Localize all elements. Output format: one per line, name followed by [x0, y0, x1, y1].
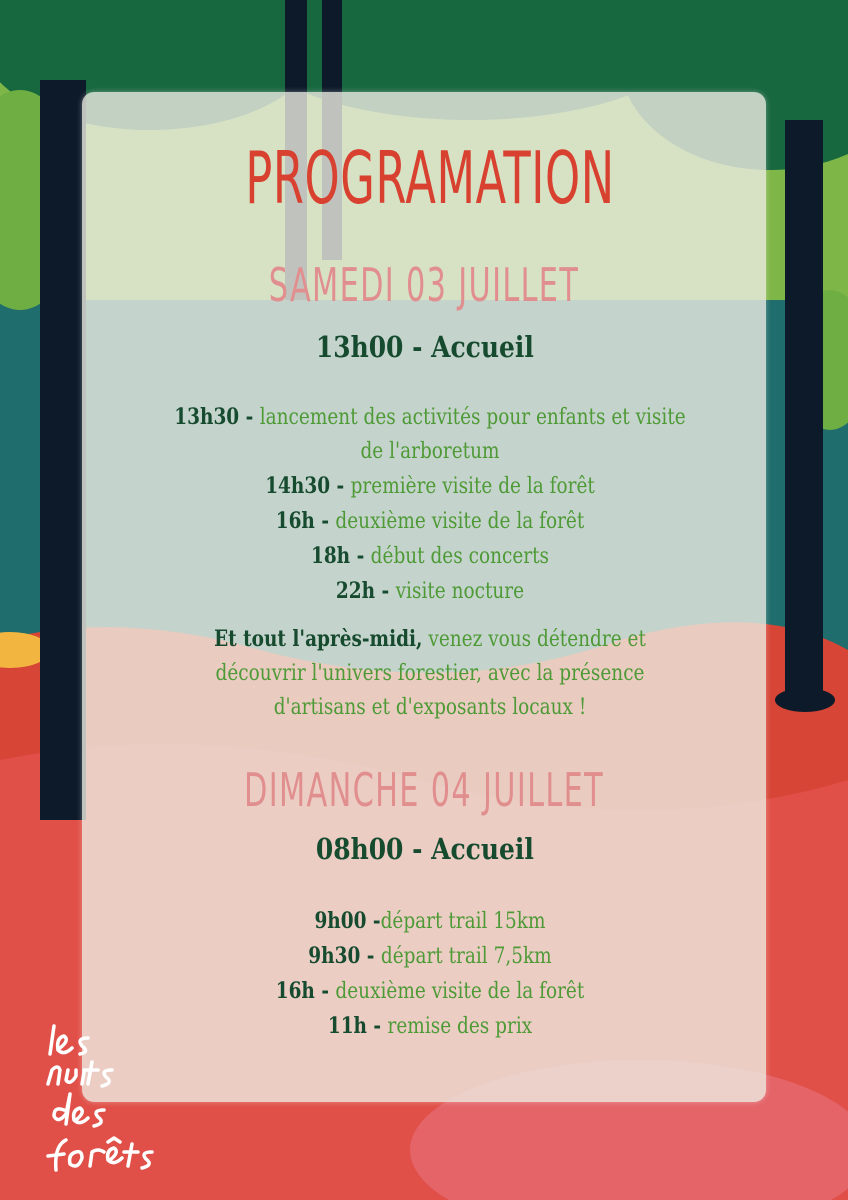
schedule-time: 11h — [327, 1013, 367, 1039]
page-title: PROGRAMATION — [245, 136, 615, 220]
schedule-activity: deuxième visite de la forêt — [335, 509, 585, 534]
schedule-row: 13h30 - lancement des activités pour enfants et visite de l'arboretum — [174, 404, 686, 464]
sunday-welcome: 08h00 - Accueil — [315, 832, 534, 866]
schedule-time: 9h30 — [308, 943, 361, 969]
sunday-schedule — [120, 904, 740, 1044]
schedule-row: 9h30 - départ trail 7,5km — [308, 943, 552, 969]
schedule-time: 13h30 — [174, 404, 240, 430]
schedule-time: 16h — [275, 978, 315, 1004]
schedule-row: 14h30 - première visite de la forêt — [265, 473, 595, 499]
nuits-des-forets-logo — [40, 1020, 160, 1180]
schedule-activity: début des concerts — [370, 544, 550, 569]
saturday-schedule — [120, 400, 740, 609]
schedule-activity: deuxième visite de la forêt — [335, 979, 585, 1004]
schedule-activity: remise des prix — [387, 1014, 533, 1039]
schedule-row: 11h - remise des prix — [327, 1013, 533, 1039]
schedule-row: 22h - visite nocture — [335, 578, 525, 604]
schedule-time: 9h00 — [314, 908, 367, 934]
schedule-activity: départ trail 15km — [380, 909, 546, 934]
saturday-note: Et tout l'après-midi, venez vous détendre et découvrir l'univers forestier, avec la présence d'artisans et d'exposants locaux ! — [214, 626, 646, 720]
schedule-time: 16h — [275, 508, 315, 534]
schedule-activity: première visite de la forêt — [350, 474, 595, 499]
sunday-heading: DIMANCHE 04 JUILLET — [244, 763, 604, 817]
schedule-time: 22h — [335, 578, 376, 604]
schedule-row: 16h - deuxième visite de la forêt — [275, 978, 585, 1004]
saturday-heading: SAMEDI 03 JUILLET — [268, 258, 580, 312]
schedule-activity: départ trail 7,5km — [380, 944, 552, 969]
saturday-welcome: 13h00 - Accueil — [315, 330, 534, 364]
schedule-row: 9h00 -départ trail 15km — [314, 908, 546, 934]
schedule-activity: lancement des activités pour enfants et visite de l'arboretum — [259, 405, 686, 464]
schedule-time: 14h30 — [265, 473, 331, 499]
schedule-time: 18h — [310, 543, 351, 569]
schedule-row: 18h - début des concerts — [310, 543, 550, 569]
schedule-activity: visite nocture — [395, 579, 525, 604]
schedule-row: 16h - deuxième visite de la forêt — [275, 508, 585, 534]
